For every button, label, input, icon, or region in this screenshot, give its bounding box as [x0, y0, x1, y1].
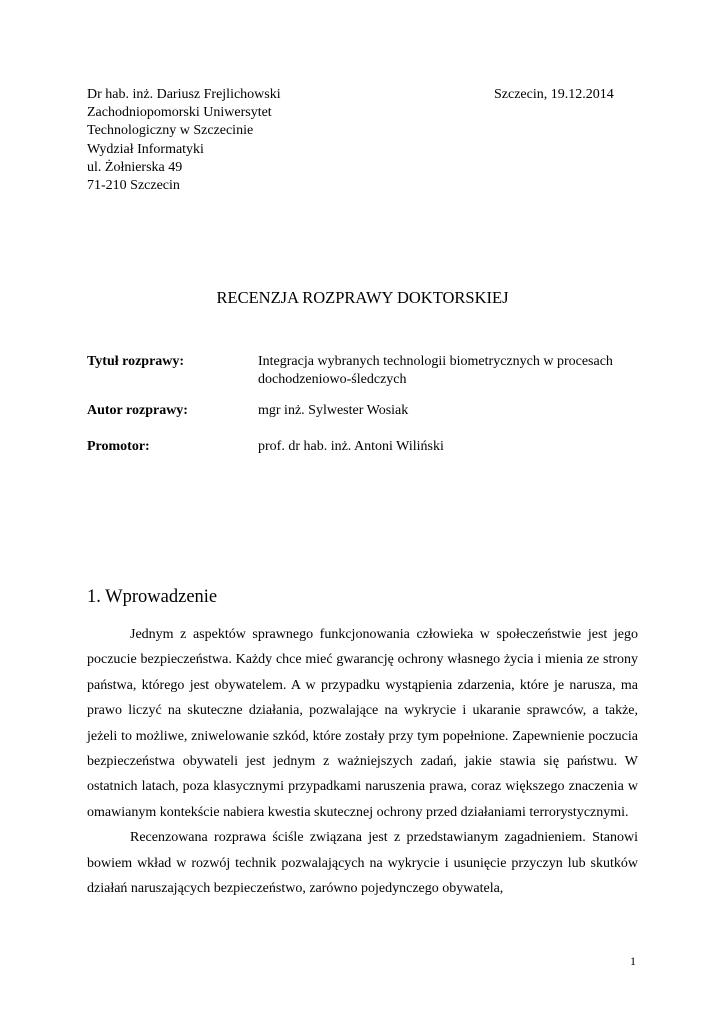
section-heading: 1. Wprowadzenie: [87, 587, 218, 607]
document-title: RECENZJA ROZPRAWY DOKTORSKIEJ: [216, 288, 509, 307]
postal-city: 71-210 Szczecin: [87, 178, 180, 194]
university-line-1: Zachodniopomorski Uniwersytet: [87, 105, 272, 121]
street-address: ul. Żołnierska 49: [87, 159, 183, 175]
meta-label: Promotor:: [87, 439, 150, 454]
meta-value: mgr inż. Sylwester Wosiak: [258, 403, 409, 418]
faculty: Wydział Informatyki: [87, 141, 204, 157]
author-name: Dr hab. inż. Dariusz Frejlichowski: [87, 87, 281, 102]
meta-label: Autor rozprawy:: [87, 403, 188, 418]
page-number: 1: [630, 954, 636, 968]
meta-label: Tytuł rozprawy:: [87, 354, 185, 369]
paragraph: Jednym z aspektów sprawnego funkcjonowania człowieka w społeczeństwie jest jego poczucie bezpieczeństwa. Każdy chce mieć gwarancję ochrony własnego życia i mienia ze strony państwa, którego jest obywatelem. A w przypadku wystąpienia zdarzenia, które je narusza, ma prawo liczyć na skuteczne działania, pozwalające na wykrycie i ukaranie sprawców, a także, jeżeli to możliwe, zniwelowanie szkód, które zostały przy tym popełnione. Zapewnienie poczucia bezpieczeństwa obywateli jest jednym z ważniejszych zadań, jakie stawia się państwu. W ostatnich latach, poza klasycznymi przypadkami naruszenia prawa, coraz większego znaczenia w omawianym kontekście nabiera kwestia skutecznej ochrony przed działaniami terrorystycznymi.: [87, 627, 638, 820]
place-date: Szczecin, 19.12.2014: [494, 87, 614, 102]
university-line-2: Technologiczny w Szczecinie: [87, 123, 254, 139]
paragraph: Recenzowana rozprawa ściśle związana jest z przedstawianym zagadnieniem. Stanowi bowiem wkład w rozwój technik pozwalających na wykrycie i usunięcie przyczyn lub skutków działań naruszających bezpieczeństwo, zarówno pojedynczego obywatela,: [87, 830, 638, 897]
meta-value: Integracja wybranych technologii biometrycznych w procesach dochodzeniowo-śledczych: [258, 354, 613, 387]
author-address-block: [87, 86, 281, 195]
section-body: [87, 622, 638, 901]
meta-value: prof. dr hab. inż. Antoni Wiliński: [258, 439, 444, 454]
